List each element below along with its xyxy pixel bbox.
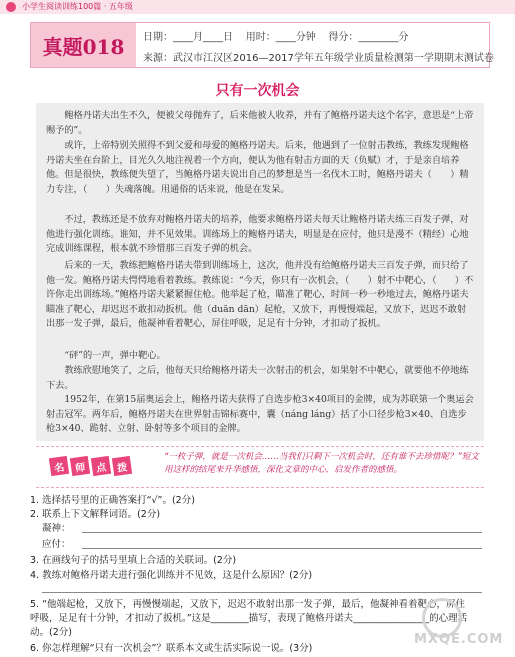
- answer-line: [42, 592, 482, 593]
- question-2: 2. 联系上下文解释词语。(2分): [30, 509, 161, 520]
- question-3: 3. 在画线句子的括号里填上合适的关联词。(2分): [30, 555, 237, 566]
- exercise-number: 真题018: [42, 34, 125, 59]
- paragraph-5: “砰”的一声，弹中靶心。: [46, 350, 166, 361]
- answer-line: [82, 548, 482, 549]
- date-field: 日期：____月____日: [143, 32, 233, 43]
- question-5: 5. “他端起枪，又放下，再慢慢端起，又放下，迟迟不敢射出那一发子弹，最后，他凝神看着靶心，屏住呼吸，足足有十分钟，才扣动了扳机。”这是________描写，表现了鲍格丹诺夫________________的心理活动。(2分): [30, 599, 468, 638]
- record-fields: [143, 28, 408, 43]
- teacher-tips: [36, 446, 484, 488]
- top-banner-text: 小学生阅读训练100篇 · 五年级: [22, 2, 133, 11]
- score-field: 得分：________分: [328, 32, 409, 43]
- paragraph-7: 1952年，在第15届奥运会上，鲍格丹诺夫获得了自选步枪3×40项目的金牌，成为苏联第一个奥运会射击冠军。两年后，鲍格丹诺夫在世界射击锦标赛中，囊（náng láng）括了小口径步枪3×40、自选步枪3×40、跪射、立射、卧射等多个项目的金牌。: [46, 394, 474, 435]
- passage-box: [36, 103, 484, 441]
- answer-line: [82, 532, 482, 533]
- tips-tab-1: 名: [49, 456, 69, 476]
- paragraph-3: 不过，教练还是不放弃对鲍格丹诺夫的培养，他要求鲍格丹诺夫每天让鲍格丹诺夫练三百发子弹，对他进行强化训练。谁知，并不见效果。训练场上的鲍格丹诺夫，明显是在应付，他只是漫不（精经）心地完成训练课程，根本就不珍惜那三百发子弹的机会。: [46, 214, 469, 255]
- watermark-text: MXQE.COM: [414, 632, 504, 647]
- exercise-badge: [31, 23, 136, 67]
- tips-tab-3: 点: [91, 456, 111, 476]
- tips-text: “一枚子弹，就是一次机会……当我们只剩下一次机会时，还有谁不去珍惜呢？”短文用这样的结尾来升华感悟，深化文章的中心，启发作者的感悟。: [164, 452, 479, 475]
- paragraph-1: 鲍格丹诺夫出生不久，便被父母抛弃了，后来他被人收养，并有了鲍格丹诺夫这个名字，意思是“上帝赐予的”。: [46, 110, 474, 136]
- paragraph-6: 教练欣慰地笑了，之后，他每天只给鲍格丹诺夫一次射击的机会，如果射不中靶心，就要他不停地练下去。: [46, 365, 469, 391]
- question-2-word-1: 凝神：: [42, 523, 71, 534]
- top-banner: [0, 0, 515, 14]
- question-1: 1. 选择括号里的正确答案打“√”。(2分): [30, 495, 195, 506]
- time-field: 用时：____分钟: [245, 32, 316, 43]
- tips-tab-4: 拨: [112, 456, 132, 476]
- watermark: [414, 598, 504, 648]
- question-4: 4. 教练对鲍格丹诺夫进行强化训练并不见效，这是什么原因？(2分): [30, 570, 313, 581]
- paragraph-2: 或许，上帝特别关照得不到父爱和母爱的鲍格丹诺夫。后来，他遇到了一位射击教练，教练发现鲍格丹诺夫坐在台阶上，目光久久地注视着一个方向，便认为他有射击方面的天（负赋）才，于是亲自培养他。但是很快，教练便失望了，当鲍格丹诺夫说出自己的梦想是当一名伐木工时，鲍格丹诺夫（ ）精力专注，（ ）失魂落魄。用通俗的话来说，他是在发呆。: [46, 140, 469, 195]
- tips-tab-2: 师: [70, 456, 90, 476]
- tips-tabs: [50, 457, 131, 475]
- source-line: 来源：武汉市江汉区2016—2017学年五年级学业质量检测第一学期期末测试卷: [143, 53, 494, 64]
- question-2-word-2: 应付：: [42, 539, 71, 550]
- question-6: 6. 你怎样理解“只有一次机会”？联系本文或生活实际说一说。(3分): [30, 643, 313, 654]
- exercise-header: [30, 22, 494, 68]
- paragraph-4: 后来的一天，教练把鲍格丹诺夫带到训练场上，这次，他并没有给鲍格丹诺夫三百发子弹，而只给了他一发。鲍格丹诺夫愕愕地看着教练。教练说：“今天，你只有一次机会，（ ）射不中靶心，（ ）不许你走出训练场。”鲍格丹诺夫紧紧握住枪。他举起了枪，瞄准了靶心，时间一秒一秒地过去，鲍格丹诺夫瞄准了靶心，却迟迟不敢扣动扳机。他（duān dān）起枪，又放下，再慢慢端起，又放下，迟迟不敢射出那一发子弹，最后，他凝神看着靶心，屏住呼吸，足足有十分钟，才扣动了扳机。: [46, 260, 474, 330]
- passage-title: 只有一次机会: [215, 83, 300, 99]
- book-logo-icon: [6, 2, 16, 12]
